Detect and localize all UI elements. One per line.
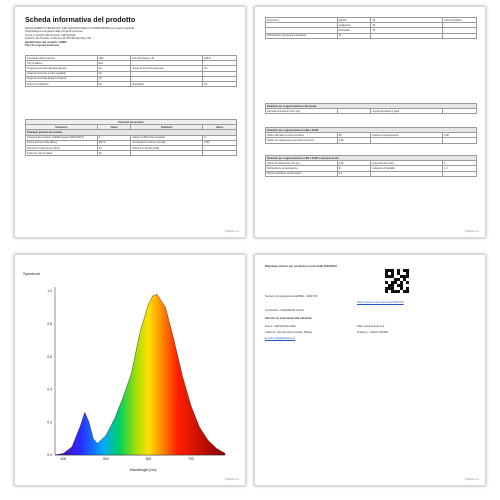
- table-cell: Indice di resa cromatica: [26, 151, 98, 156]
- table-cell: Curva del fattore: [443, 18, 477, 23]
- x-tick-label: 500: [103, 457, 109, 461]
- type-label: Tipo di sorgente luminosa:: [25, 44, 60, 48]
- meta-line: Indirizzo del fornitore: Parkring 33, 85748 Garching, DE: [25, 37, 92, 41]
- table-cell: Temperatura di colore correlata: [131, 140, 203, 145]
- led-table: [265, 127, 477, 144]
- table-cell: Angolo del fascio in gradi: [371, 109, 443, 114]
- table-cell: 39: [371, 28, 443, 33]
- y-tick-label: 0.8: [47, 322, 52, 326]
- meta-line: Identificativo del modello: 10889: [25, 40, 67, 44]
- service-name: Nome: LEDVANCE Italia: [265, 324, 296, 328]
- meta-block: [25, 27, 237, 47]
- table-cell: Tipo di attacco: [26, 61, 98, 66]
- table-cell: Sorgente luminosa ad alta luminanza: [26, 76, 98, 81]
- table-cell: Altezza: [337, 18, 371, 23]
- table-row: [26, 81, 237, 86]
- table-cell: [371, 33, 443, 38]
- service-web: Web: www.ledvance.it: [357, 324, 385, 328]
- y-tick-label: 0.6: [47, 354, 52, 359]
- table-row: [266, 138, 477, 143]
- table-cell: 0,50: [337, 161, 371, 166]
- meta-line: Nome o marchio del fornitore: LEDVANCE: [25, 33, 76, 37]
- dimensions-table: [265, 17, 477, 39]
- directional-table: [265, 103, 477, 114]
- table-cell: Intensità luminosa di picco (cd): [266, 109, 338, 114]
- section-header: Parametri per sorgenti luminose direzionali: [266, 104, 477, 109]
- qr-code-icon[interactable]: [385, 269, 409, 293]
- table-cell: Sì: [337, 166, 371, 171]
- document-page-1: [14, 6, 246, 238]
- table-cell: Profondità: [337, 28, 371, 33]
- table-cell: -: [203, 145, 237, 150]
- table-cell: [371, 138, 443, 143]
- table-cell: NDLS: [203, 56, 237, 61]
- document-page-3: [14, 254, 246, 486]
- table-cell: Consumo di energia in modalità acceso (kWh/1000 h): [26, 135, 98, 140]
- table-cell: Dimensioni: [266, 18, 338, 23]
- mains-table: [265, 155, 477, 177]
- table-cell: Potenza in modo acceso (Pon): [26, 145, 98, 150]
- x-tick-label: 600: [145, 457, 152, 461]
- service-address: Indirizzo: Via Giovanni Gentile, Milano: [265, 330, 313, 334]
- page-number: Pagina 4 / 4: [465, 478, 479, 481]
- y-axis-label: Spectrum: [23, 271, 41, 276]
- table-row: [266, 109, 477, 114]
- section-header: Parametri generali del prodotto: [26, 130, 237, 135]
- table-cell: 4: [97, 135, 131, 140]
- page-number: Pagina 1 / 4: [225, 230, 239, 233]
- table-cell: Metrica dell'effetto stroboscopico: [266, 171, 338, 176]
- table-cell: 1,0: [443, 166, 477, 171]
- table-cell: 0,90: [443, 133, 477, 138]
- table-cell: No: [97, 66, 131, 71]
- table-cell: [371, 171, 443, 176]
- table-cell: Classe di efficienza energetica: [131, 135, 203, 140]
- document-page-4: [254, 254, 486, 486]
- table-cell: Fattore di sfasamento (cos φ1): [266, 161, 338, 166]
- table-cell: 6: [443, 161, 477, 166]
- spectrum-area: [55, 294, 225, 455]
- service-email[interactable]: E-mail: info@ledvance.it: [265, 336, 296, 340]
- x-tick-label: 400: [60, 457, 67, 461]
- table-cell: [203, 151, 237, 156]
- table-cell: G: [203, 135, 237, 140]
- table-cell: Potenza in standby (Psb): [131, 145, 203, 150]
- table-cell: No: [97, 76, 131, 81]
- table-cell: Flusso luminoso utile (Φuse): [26, 140, 98, 145]
- col-header: Parametro: [131, 125, 203, 130]
- table-cell: [443, 171, 477, 176]
- table-cell: 2700: [203, 140, 237, 145]
- page-title: Scheda informativa del prodotto: [25, 15, 136, 24]
- table-cell: Sì: [337, 33, 371, 38]
- table-cell: LED: [97, 56, 131, 61]
- table-row: [266, 33, 477, 38]
- table-cell: -: [337, 109, 371, 114]
- page-number: Pagina 2 / 4: [465, 230, 479, 233]
- service-phone: Telefono: +39 02 123456: [357, 330, 388, 334]
- page-number: Pagina 3 / 4: [225, 478, 239, 481]
- table-cell: Dichiarazione di equivalenza: [266, 166, 338, 171]
- table-cell: 4,0: [97, 145, 131, 150]
- table-cell: Fattore di sopravvivenza: [371, 133, 443, 138]
- table-cell: [443, 33, 477, 38]
- table-cell: 0,90: [337, 138, 371, 143]
- light-source-table: [25, 55, 237, 87]
- table-cell: 49: [371, 18, 443, 23]
- y-tick-label: 0.0: [47, 453, 52, 458]
- table-cell: No: [97, 71, 131, 76]
- meta-line: REGOLAMENTO DELEGATO (UE) 2019/2015 DELLA COMMISSIONE per quanto riguarda: [25, 27, 135, 30]
- manufacturer: Costruttore: LEDVANCE GmbH: [265, 308, 305, 312]
- table-cell: -: [443, 109, 477, 114]
- x-axis-label: Wavelength [nm]: [129, 468, 157, 472]
- table-cell: [131, 151, 203, 156]
- table-cell: Sorgente luminosa connessa: [131, 66, 203, 71]
- table-cell: Schermo antiriflesso: [26, 81, 98, 86]
- meta-line: l'etichettatura energetica delle sorgenti luminose: [25, 30, 83, 34]
- y-tick-label: 0.4: [47, 387, 52, 392]
- table-cell: Sorgente luminosa collegata alla rete: [26, 66, 98, 71]
- table-cell: No: [203, 66, 237, 71]
- spectrum-chart: [15, 255, 246, 486]
- table-cell: Dichiarazione di potenza equivalente: [266, 33, 338, 38]
- table-cell: Tecnologia d'illuminazione: [26, 56, 98, 61]
- table-cell: Coerenza del colore: [371, 161, 443, 166]
- eprel-number: Numero di registrazione EPREL: 1091743: [265, 294, 318, 298]
- eprel-link[interactable]: https://eprel.ec.europa.eu/qr/1091743: [357, 300, 404, 304]
- table-cell: Valore dell'indice di resa cromatica: [266, 133, 338, 138]
- table-cell: E14: [97, 61, 131, 66]
- document-page-2: [254, 6, 486, 238]
- table-cell: 80: [337, 133, 371, 138]
- params-header: Parametri del prodotto: [26, 120, 237, 125]
- table-cell: Indicatore di sfarfallio: [371, 166, 443, 171]
- col-header: Valore: [203, 125, 237, 130]
- customer-service-label: Servizio di assistenza alla clientela:: [265, 316, 313, 320]
- table-row: [26, 151, 237, 156]
- x-tick-label: 700: [188, 457, 194, 461]
- col-header: Valore: [97, 125, 131, 130]
- table-cell: 0,4: [337, 171, 371, 176]
- col-header: Parametro: [26, 125, 98, 130]
- table-cell: Regolabile: [131, 81, 203, 86]
- table-cell: 39: [371, 23, 443, 28]
- table-cell: [443, 138, 477, 143]
- table-cell: No: [203, 81, 237, 86]
- section-header: Parametri per sorgenti luminose LED e OLED a tensione di rete: [266, 156, 477, 161]
- table-cell: Fattore di mantenimento del flusso luminoso: [266, 138, 338, 143]
- section-header: Parametri per sorgenti luminose LED e OLED: [266, 128, 477, 133]
- table-cell: Non direzionale o dir.: [131, 56, 203, 61]
- y-tick-label: 0.2: [47, 420, 52, 425]
- summary-heading: Riepilogo tecnico per prodotti ai sensi della 2019/2015: [265, 264, 337, 268]
- params-table: [25, 119, 237, 156]
- y-tick-label: 1.0: [47, 289, 52, 294]
- table-cell: 250 lm: [97, 140, 131, 145]
- table-cell: Larghezza: [337, 23, 371, 28]
- table-cell: Sorgente luminosa a colori regolabili: [26, 71, 98, 76]
- table-cell: 80: [97, 151, 131, 156]
- table-cell: No: [97, 81, 131, 86]
- table-row: [266, 171, 477, 176]
